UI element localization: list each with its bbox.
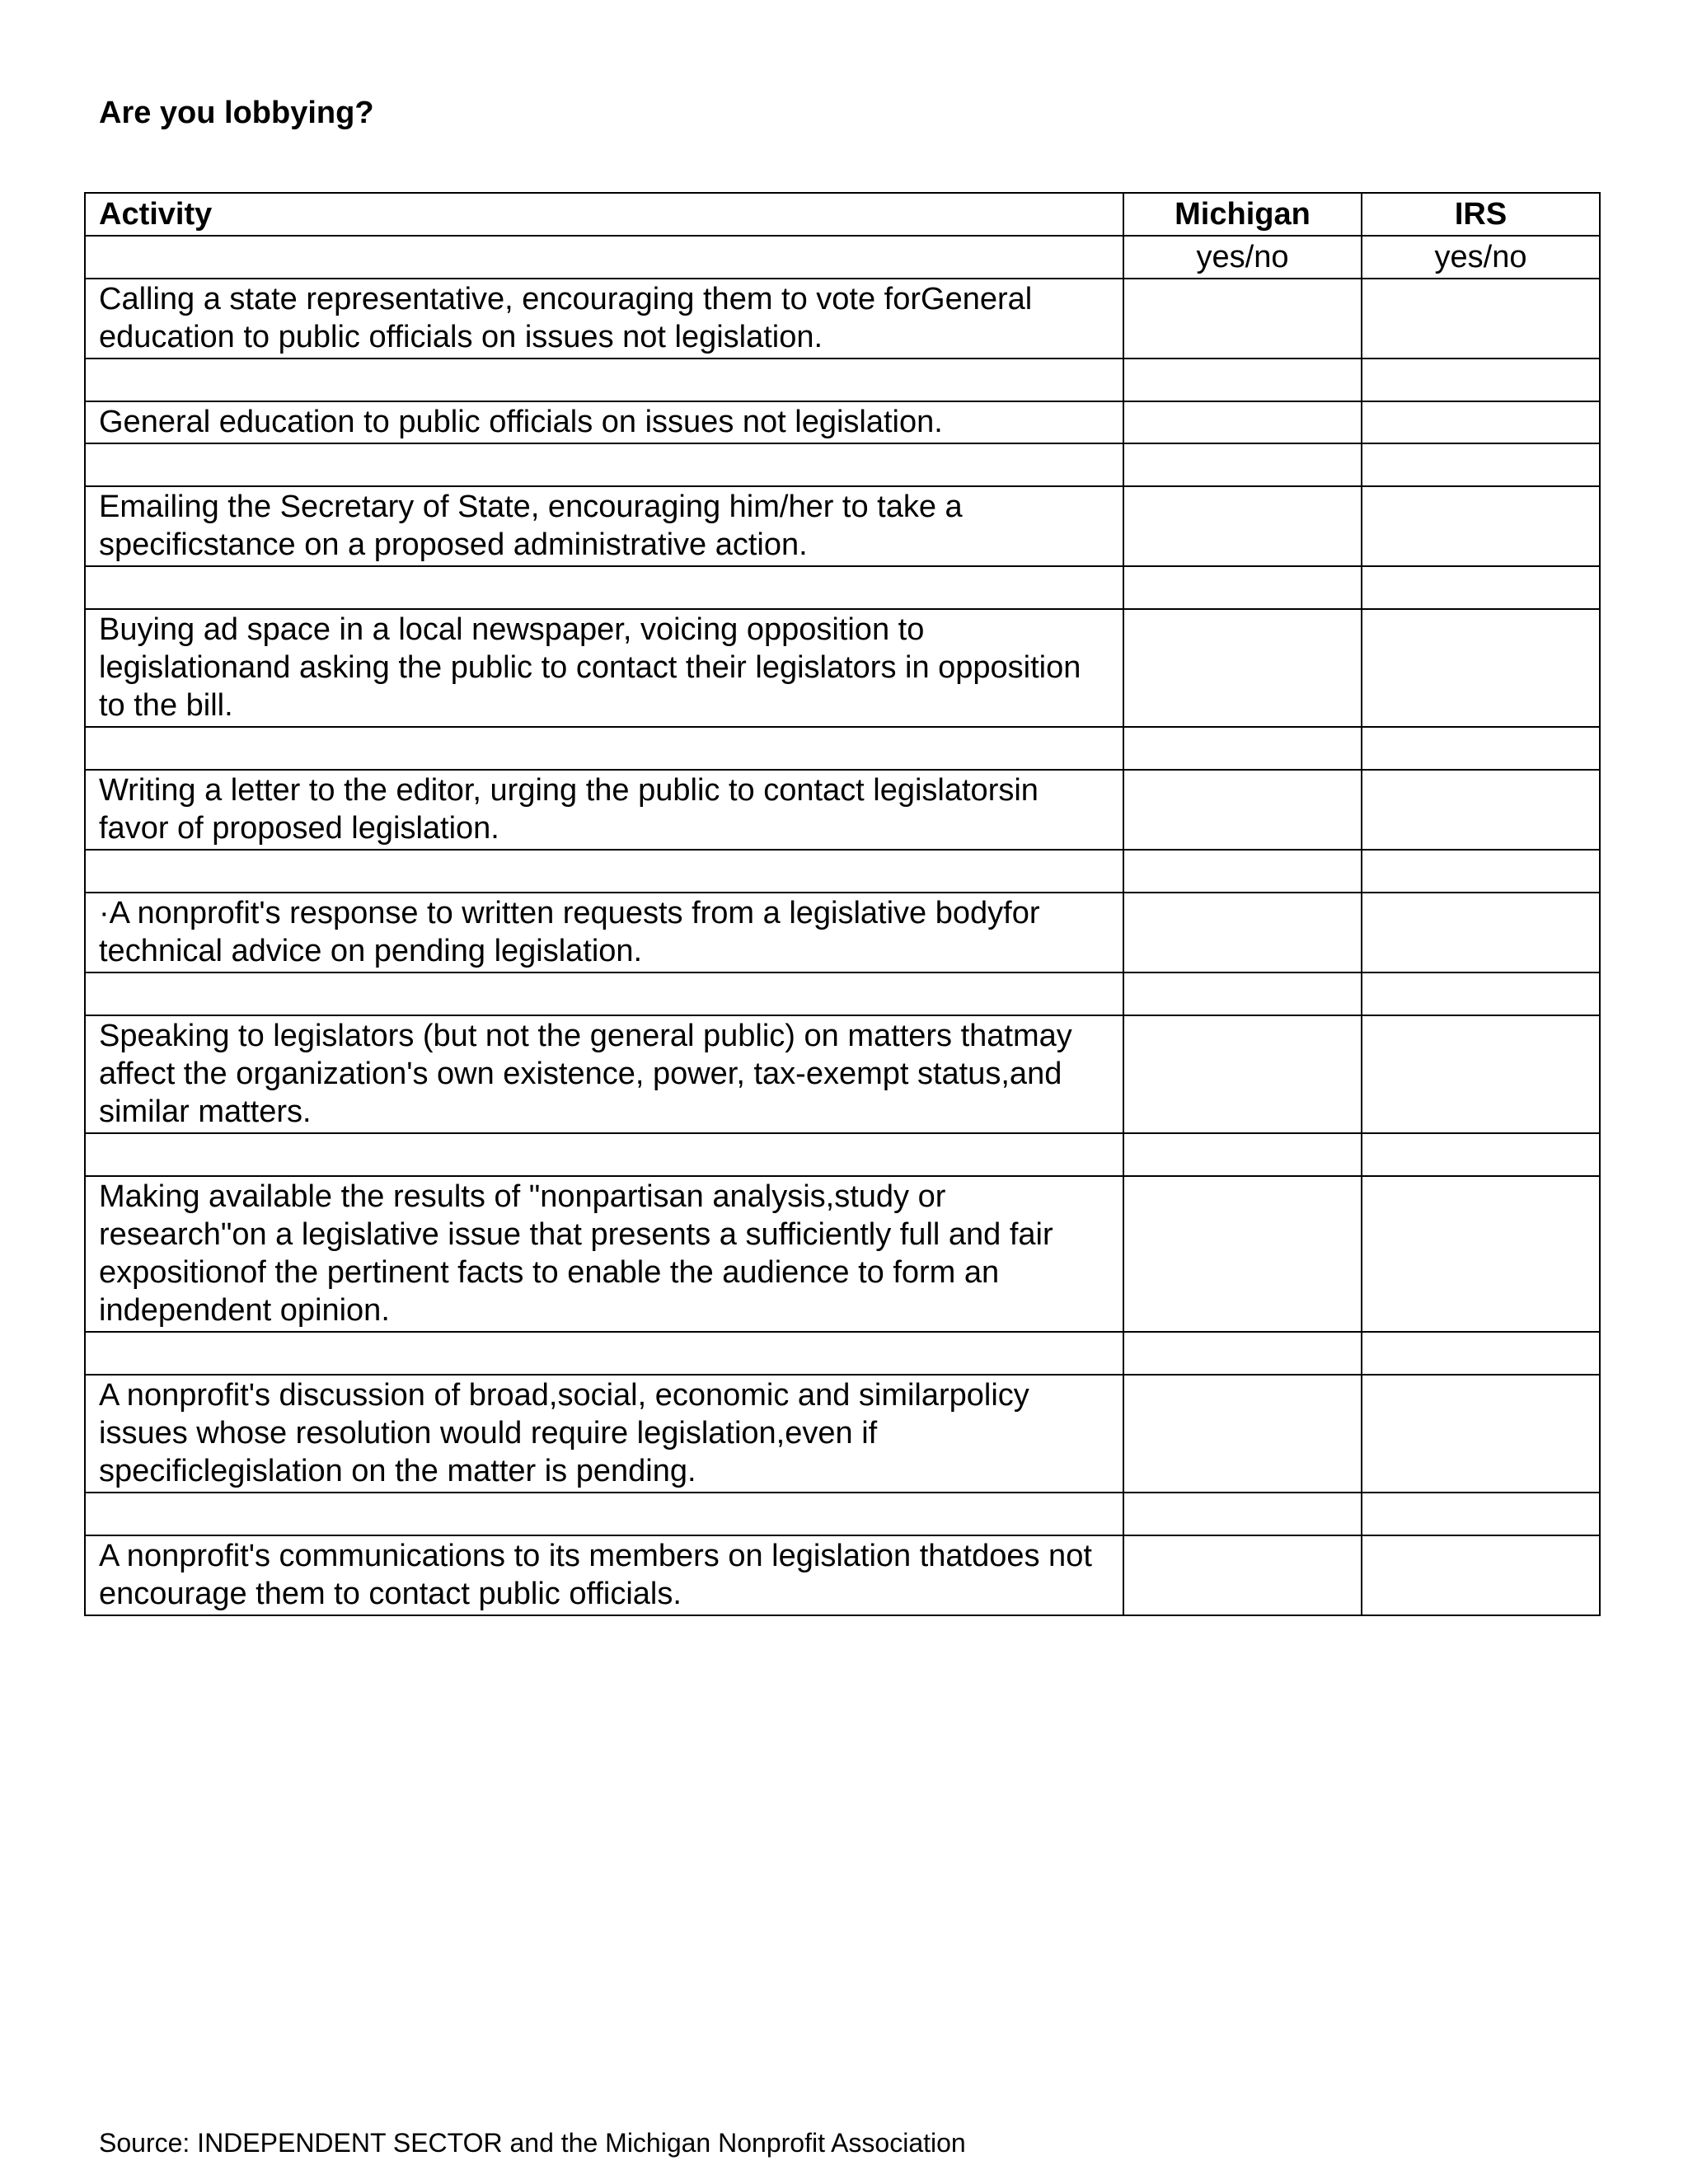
spacer-cell	[1123, 972, 1362, 1015]
table-header-row	[85, 193, 1600, 236]
spacer-cell	[85, 443, 1123, 486]
irs-answer-cell[interactable]	[1362, 1375, 1600, 1493]
page-title: Are you lobbying?	[99, 96, 374, 130]
irs-answer-cell[interactable]	[1362, 1176, 1600, 1332]
spacer-cell	[85, 1133, 1123, 1176]
irs-answer-cell[interactable]	[1362, 1535, 1600, 1615]
spacer-cell	[1123, 1332, 1362, 1375]
irs-answer-cell[interactable]	[1362, 1015, 1600, 1133]
spacer-cell	[1123, 566, 1362, 609]
irs-answer-cell[interactable]	[1362, 401, 1600, 443]
spacer-cell	[85, 850, 1123, 893]
activity-cell: General education to public officials on issues not legislation.	[85, 401, 1123, 443]
irs-answer-cell[interactable]	[1362, 486, 1600, 566]
spacer-cell	[1362, 972, 1600, 1015]
michigan-answer-cell[interactable]	[1123, 401, 1362, 443]
spacer-cell	[85, 972, 1123, 1015]
spacer-row	[85, 1493, 1600, 1535]
activity-cell: A nonprofit's discussion of broad,social, economic and similarpolicy issues whose resolution would require legislation,even if specificlegislation on the matter is pending.	[85, 1375, 1123, 1493]
spacer-cell	[1362, 1493, 1600, 1535]
activity-cell: A nonprofit's communications to its members on legislation thatdoes not encourage them to contact public officials.	[85, 1535, 1123, 1615]
irs-answer-cell[interactable]	[1362, 609, 1600, 727]
activity-row	[85, 1015, 1600, 1133]
activity-row	[85, 1176, 1600, 1332]
spacer-row	[85, 1133, 1600, 1176]
michigan-answer-cell[interactable]	[1123, 279, 1362, 359]
spacer-cell	[1123, 850, 1362, 893]
michigan-answer-cell[interactable]	[1123, 609, 1362, 727]
activity-row	[85, 1375, 1600, 1493]
michigan-answer-cell[interactable]	[1123, 1535, 1362, 1615]
activity-cell: Making available the results of "nonpartisan analysis,study or research"on a legislative issue that presents a sufficiently full and fair expositionof the pertinent facts to enable the audience to form an independent opinion.	[85, 1176, 1123, 1332]
activity-cell: Writing a letter to the editor, urging the public to contact legislatorsin favor of proposed legislation.	[85, 770, 1123, 850]
michigan-answer-cell[interactable]	[1123, 1176, 1362, 1332]
spacer-cell	[1123, 359, 1362, 401]
irs-yes-no-label: yes/no	[1362, 236, 1600, 279]
michigan-column-header: Michigan	[1123, 193, 1362, 236]
activity-cell: Speaking to legislators (but not the general public) on matters thatmay affect the organization's own existence, power, tax-exempt status,and similar matters.	[85, 1015, 1123, 1133]
spacer-cell	[85, 359, 1123, 401]
spacer-row	[85, 443, 1600, 486]
michigan-answer-cell[interactable]	[1123, 1375, 1362, 1493]
spacer-cell	[1123, 1133, 1362, 1176]
irs-answer-cell[interactable]	[1362, 893, 1600, 972]
lobbying-activity-table	[84, 192, 1601, 1616]
irs-answer-cell[interactable]	[1362, 279, 1600, 359]
irs-column-header: IRS	[1362, 193, 1600, 236]
spacer-row	[85, 359, 1600, 401]
michigan-answer-cell[interactable]	[1123, 486, 1362, 566]
activity-row	[85, 279, 1600, 359]
spacer-row	[85, 1332, 1600, 1375]
spacer-cell	[1362, 850, 1600, 893]
irs-answer-cell[interactable]	[1362, 770, 1600, 850]
spacer-cell	[1123, 727, 1362, 770]
michigan-yes-no-label: yes/no	[1123, 236, 1362, 279]
spacer-cell	[85, 566, 1123, 609]
spacer-cell	[1123, 443, 1362, 486]
activity-row	[85, 770, 1600, 850]
activity-column-header: Activity	[85, 193, 1123, 236]
spacer-cell	[1362, 1332, 1600, 1375]
spacer-cell	[1362, 359, 1600, 401]
spacer-cell	[85, 727, 1123, 770]
spacer-cell	[1362, 1133, 1600, 1176]
activity-row	[85, 486, 1600, 566]
activity-cell: ·A nonprofit's response to written requests from a legislative bodyfor technical advice on pending legislation.	[85, 893, 1123, 972]
spacer-row	[85, 727, 1600, 770]
spacer-cell	[1362, 443, 1600, 486]
source-note: Source: INDEPENDENT SECTOR and the Michigan Nonprofit Association	[99, 2128, 966, 2158]
spacer-row	[85, 566, 1600, 609]
activity-subheader-cell	[85, 236, 1123, 279]
michigan-answer-cell[interactable]	[1123, 1015, 1362, 1133]
michigan-answer-cell[interactable]	[1123, 893, 1362, 972]
spacer-cell	[85, 1493, 1123, 1535]
activity-row	[85, 893, 1600, 972]
activity-cell: Calling a state representative, encouraging them to vote forGeneral education to public officials on issues not legislation.	[85, 279, 1123, 359]
spacer-cell	[85, 1332, 1123, 1375]
activity-row	[85, 609, 1600, 727]
spacer-cell	[1123, 1493, 1362, 1535]
spacer-row	[85, 972, 1600, 1015]
activity-cell: Emailing the Secretary of State, encouraging him/her to take a specificstance on a proposed administrative action.	[85, 486, 1123, 566]
spacer-row	[85, 850, 1600, 893]
activity-cell: Buying ad space in a local newspaper, voicing opposition to legislationand asking the public to contact their legislators in opposition to the bill.	[85, 609, 1123, 727]
activity-row	[85, 1535, 1600, 1615]
spacer-cell	[1362, 727, 1600, 770]
table-subheader-row	[85, 236, 1600, 279]
spacer-cell	[1362, 566, 1600, 609]
michigan-answer-cell[interactable]	[1123, 770, 1362, 850]
activity-row	[85, 401, 1600, 443]
